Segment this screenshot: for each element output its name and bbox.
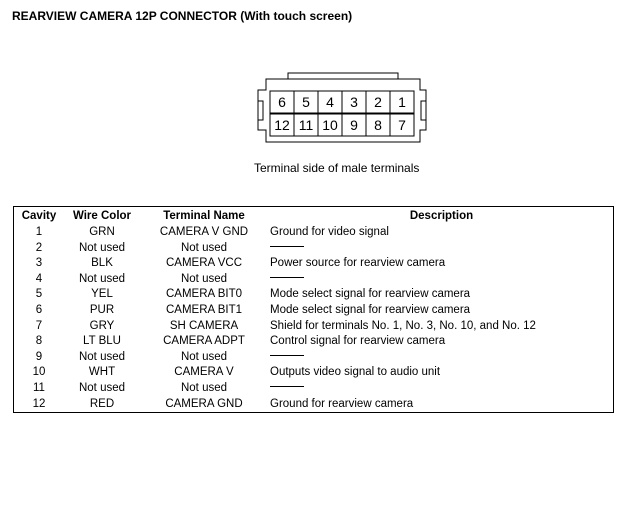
cavity-cell: 9 — [35, 350, 43, 363]
pin-number: 5 — [302, 94, 310, 110]
description-cell — [268, 350, 614, 366]
not-used-dash — [270, 246, 304, 247]
wire-color-cell: RED — [89, 397, 115, 410]
table-row — [14, 303, 614, 319]
table-row — [14, 287, 614, 303]
table-row — [14, 272, 614, 288]
cavity-cell: 11 — [33, 381, 45, 394]
cavity-cell: 5 — [35, 288, 43, 301]
wire-color-cell: YEL — [91, 288, 113, 301]
terminal-name-cell: CAMERA V GND — [159, 226, 249, 238]
pin-number: 11 — [298, 117, 314, 133]
table-row — [14, 319, 614, 335]
pinout-table-body — [14, 225, 614, 413]
cavity-cell: 7 — [35, 319, 43, 332]
table-row — [14, 334, 614, 350]
terminal-name-cell: CAMERA BIT0 — [165, 288, 243, 301]
pin-number: 7 — [398, 117, 406, 133]
pin-number: 12 — [274, 117, 290, 133]
cavity-cell: 10 — [32, 366, 46, 379]
pin-number: 4 — [326, 94, 334, 110]
pin-number: 10 — [322, 117, 338, 133]
description-cell: Shield for terminals No. 1, No. 3, No. 10, and No. 12 — [270, 319, 536, 332]
description-cell: Outputs video signal to audio unit — [270, 366, 441, 379]
pin-number: 8 — [374, 117, 382, 133]
pin-number: 1 — [398, 94, 406, 110]
cavity-cell: 4 — [35, 272, 43, 285]
cavity-cell: 2 — [35, 241, 43, 254]
table-row — [14, 397, 614, 413]
header-description: Description — [409, 210, 474, 222]
table-row — [14, 225, 614, 241]
wire-color-cell: LT BLU — [83, 335, 121, 348]
table-row — [14, 350, 614, 366]
page-title: REARVIEW CAMERA 12P CONNECTOR (With touch screen) — [12, 9, 353, 23]
table-row — [14, 381, 614, 397]
wire-color-cell: Not used — [78, 241, 126, 254]
terminal-name-cell: Not used — [180, 350, 228, 363]
terminal-name-cell: SH CAMERA — [169, 319, 239, 332]
cavity-cell: 8 — [35, 335, 43, 348]
pin-number: 9 — [350, 117, 358, 133]
description-cell: Ground for rearview camera — [270, 397, 414, 410]
connector-caption: Terminal side of male terminals — [254, 161, 420, 175]
wire-color-cell: Not used — [78, 350, 126, 363]
wire-color-cell: Not used — [78, 381, 126, 394]
wire-color-cell: BLK — [91, 257, 113, 270]
header-terminal-name: Terminal Name — [163, 210, 245, 222]
cavity-cell: 1 — [35, 226, 43, 238]
header-wire-color: Wire Color — [72, 210, 132, 222]
terminal-name-cell: CAMERA ADPT — [163, 335, 245, 348]
description-cell: Mode select signal for rearview camera — [270, 288, 471, 301]
description-cell: Power source for rearview camera — [270, 257, 446, 270]
cavity-cell: 6 — [35, 303, 43, 316]
description-cell: Ground for video signal — [270, 226, 389, 238]
terminal-name-cell: CAMERA GND — [165, 397, 243, 410]
description-cell — [268, 241, 614, 257]
pinout-table — [13, 206, 614, 413]
pin-grid — [270, 91, 414, 136]
pin-number: 6 — [278, 94, 286, 110]
wire-color-cell: GRN — [89, 226, 115, 238]
not-used-dash — [270, 355, 304, 356]
terminal-name-cell: Not used — [180, 241, 228, 254]
not-used-dash — [270, 277, 304, 278]
description-cell: Mode select signal for rearview camera — [270, 303, 471, 316]
description-cell — [268, 272, 614, 288]
terminal-name-cell: CAMERA V — [174, 366, 234, 379]
table-row — [14, 256, 614, 272]
table-row — [14, 241, 614, 257]
header-cavity: Cavity — [21, 210, 57, 222]
terminal-name-cell: Not used — [180, 272, 228, 285]
pin-number: 3 — [350, 94, 358, 110]
terminal-name-cell: CAMERA BIT1 — [165, 303, 243, 316]
not-used-dash — [270, 386, 304, 387]
description-cell: Control signal for rearview camera — [270, 335, 446, 348]
wire-color-cell: Not used — [78, 272, 126, 285]
terminal-name-cell: CAMERA VCC — [165, 257, 243, 270]
wire-color-cell: GRY — [89, 319, 115, 332]
description-cell — [268, 381, 614, 397]
terminal-name-cell: Not used — [180, 381, 228, 394]
wire-color-cell: WHT — [88, 366, 116, 379]
cavity-cell: 12 — [32, 397, 46, 410]
wire-color-cell: PUR — [89, 303, 115, 316]
table-header-row — [14, 207, 614, 226]
cavity-cell: 3 — [35, 257, 43, 270]
connector-diagram — [254, 68, 434, 148]
pin-number: 2 — [374, 94, 382, 110]
table-row — [14, 365, 614, 381]
